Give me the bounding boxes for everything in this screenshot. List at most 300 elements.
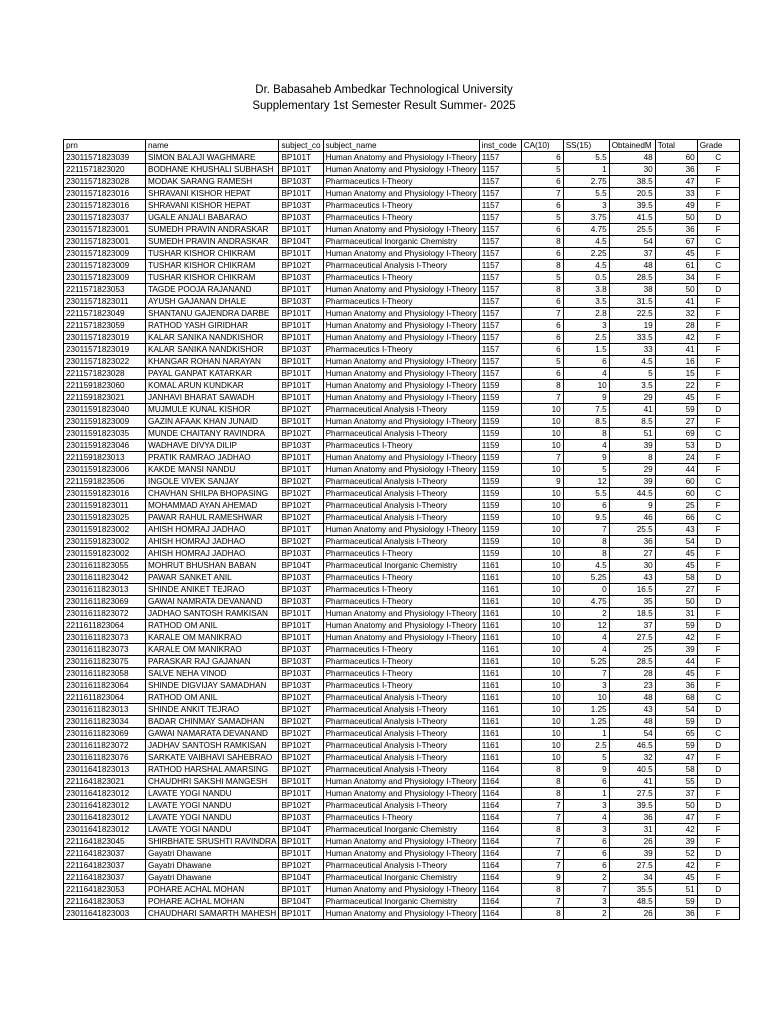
cell-prn: 2211571823020: [64, 164, 146, 176]
cell-total: 52: [655, 848, 697, 860]
cell-obtained-marks: 41: [609, 776, 655, 788]
cell-obtained-marks: 28: [609, 668, 655, 680]
cell-obtained-marks: 46: [609, 512, 655, 524]
cell-subject-name: Human Anatomy and Physiology I-Theory: [323, 284, 479, 296]
cell-subject-code: BP103T: [279, 656, 323, 668]
cell-total: 53: [655, 440, 697, 452]
cell-grade: F: [697, 548, 739, 560]
cell-subject-name: Human Anatomy and Physiology I-Theory: [323, 152, 479, 164]
cell-subject-name: Pharmaceutical Analysis I-Theory: [323, 488, 479, 500]
cell-total: 55: [655, 776, 697, 788]
cell-total: 54: [655, 704, 697, 716]
cell-grade: D: [697, 596, 739, 608]
cell-prn: 23011571823019: [64, 332, 146, 344]
cell-subject-name: Human Anatomy and Physiology I-Theory: [323, 452, 479, 464]
cell-grade: C: [697, 488, 739, 500]
cell-prn: 2211571823053: [64, 284, 146, 296]
table-row: [64, 668, 740, 680]
cell-ss: 2: [563, 908, 609, 920]
cell-ss: 2.5: [563, 740, 609, 752]
cell-subject-code: BP103T: [279, 596, 323, 608]
cell-inst-code: 1159: [479, 392, 521, 404]
cell-ss: 4: [563, 632, 609, 644]
cell-inst-code: 1157: [479, 260, 521, 272]
cell-ss: 9: [563, 452, 609, 464]
table-row: [64, 236, 740, 248]
cell-obtained-marks: 27.5: [609, 860, 655, 872]
cell-name: SHRAVANI KISHOR HEPAT: [146, 200, 279, 212]
cell-total: 24: [655, 452, 697, 464]
table-row: [64, 752, 740, 764]
cell-subject-code: BP103T: [279, 212, 323, 224]
cell-obtained-marks: 18.5: [609, 608, 655, 620]
table-row: [64, 152, 740, 164]
cell-ss: 3.5: [563, 296, 609, 308]
cell-ss: 10: [563, 380, 609, 392]
cell-subject-name: Human Anatomy and Physiology I-Theory: [323, 356, 479, 368]
cell-grade: F: [697, 272, 739, 284]
cell-total: 45: [655, 248, 697, 260]
cell-name: LAVATE YOGI NANDU: [146, 812, 279, 824]
cell-grade: F: [697, 836, 739, 848]
cell-inst-code: 1157: [479, 296, 521, 308]
cell-ss: 12: [563, 620, 609, 632]
cell-subject-code: BP103T: [279, 440, 323, 452]
cell-inst-code: 1159: [479, 536, 521, 548]
cell-prn: 23011611823069: [64, 728, 146, 740]
cell-ss: 4: [563, 368, 609, 380]
cell-subject-name: Human Anatomy and Physiology I-Theory: [323, 164, 479, 176]
cell-name: BADAR CHINMAY SAMADHAN: [146, 716, 279, 728]
cell-name: SUMEDH PRAVIN ANDRASKAR: [146, 224, 279, 236]
cell-total: 45: [655, 560, 697, 572]
cell-subject-code: BP102T: [279, 728, 323, 740]
cell-total: 28: [655, 320, 697, 332]
cell-ca: 8: [521, 236, 563, 248]
cell-subject-code: BP102T: [279, 488, 323, 500]
table-row: [64, 416, 740, 428]
cell-name: JADHAO SANTOSH RAMKISAN: [146, 608, 279, 620]
cell-subject-name: Human Anatomy and Physiology I-Theory: [323, 848, 479, 860]
cell-name: CHAUDHARI SAMARTH MAHESH: [146, 908, 279, 920]
cell-subject-name: Pharmaceutics I-Theory: [323, 644, 479, 656]
cell-subject-code: BP103T: [279, 584, 323, 596]
cell-name: Gayatri Dhawane: [146, 872, 279, 884]
cell-inst-code: 1159: [479, 488, 521, 500]
cell-total: 51: [655, 884, 697, 896]
cell-grade: D: [697, 884, 739, 896]
cell-subject-name: Pharmaceutics I-Theory: [323, 272, 479, 284]
cell-name: PRATIK RAMRAO JADHAO: [146, 452, 279, 464]
cell-subject-name: Human Anatomy and Physiology I-Theory: [323, 416, 479, 428]
cell-ss: 5.25: [563, 656, 609, 668]
cell-subject-name: Human Anatomy and Physiology I-Theory: [323, 836, 479, 848]
cell-obtained-marks: 20.5: [609, 188, 655, 200]
header-row: [64, 140, 740, 152]
table-row: [64, 452, 740, 464]
cell-ss: 2.25: [563, 248, 609, 260]
cell-subject-name: Pharmaceutics I-Theory: [323, 200, 479, 212]
cell-inst-code: 1164: [479, 824, 521, 836]
cell-ca: 10: [521, 428, 563, 440]
cell-subject-code: BP101T: [279, 224, 323, 236]
cell-prn: 23011611823055: [64, 560, 146, 572]
cell-subject-code: BP104T: [279, 560, 323, 572]
cell-grade: D: [697, 620, 739, 632]
cell-inst-code: 1157: [479, 356, 521, 368]
cell-prn: 23011591823025: [64, 512, 146, 524]
cell-total: 42: [655, 860, 697, 872]
cell-obtained-marks: 26: [609, 908, 655, 920]
cell-ca: 10: [521, 596, 563, 608]
cell-prn: 2211641823037: [64, 848, 146, 860]
cell-obtained-marks: 19: [609, 320, 655, 332]
cell-ss: 2.5: [563, 332, 609, 344]
table-row: [64, 296, 740, 308]
cell-name: UGALE ANJALI BABARAO: [146, 212, 279, 224]
cell-subject-name: Pharmaceutical Analysis I-Theory: [323, 536, 479, 548]
cell-ca: 6: [521, 176, 563, 188]
cell-subject-code: BP102T: [279, 536, 323, 548]
cell-obtained-marks: 43: [609, 572, 655, 584]
cell-ca: 8: [521, 380, 563, 392]
cell-name: Gayatri Dhawane: [146, 848, 279, 860]
table-row: [64, 608, 740, 620]
cell-name: PAYAL GANPAT KATARKAR: [146, 368, 279, 380]
table-row: [64, 848, 740, 860]
cell-name: AHISH HOMRAJ JADHAO: [146, 548, 279, 560]
cell-inst-code: 1159: [479, 440, 521, 452]
cell-prn: 2211641823053: [64, 896, 146, 908]
table-row: [64, 644, 740, 656]
cell-ca: 8: [521, 908, 563, 920]
cell-name: PAWAR RAHUL RAMESHWAR: [146, 512, 279, 524]
cell-total: 50: [655, 212, 697, 224]
cell-total: 42: [655, 332, 697, 344]
cell-subject-code: BP101T: [279, 524, 323, 536]
cell-name: MOHRUT BHUSHAN BABAN: [146, 560, 279, 572]
cell-name: TUSHAR KISHOR CHIKRAM: [146, 248, 279, 260]
cell-prn: 23011611823058: [64, 668, 146, 680]
cell-prn: 23011571823039: [64, 152, 146, 164]
cell-ss: 6: [563, 860, 609, 872]
cell-obtained-marks: 27: [609, 548, 655, 560]
cell-prn: 23011571823028: [64, 176, 146, 188]
cell-ca: 6: [521, 224, 563, 236]
cell-name: CHAUDHRI SAKSHI MANGESH: [146, 776, 279, 788]
cell-prn: 23011611823072: [64, 740, 146, 752]
cell-ss: 4: [563, 644, 609, 656]
cell-grade: D: [697, 848, 739, 860]
cell-name: SHINDE ANIKET TEJRAO: [146, 584, 279, 596]
cell-obtained-marks: 54: [609, 728, 655, 740]
cell-ss: 2.8: [563, 308, 609, 320]
cell-inst-code: 1161: [479, 644, 521, 656]
table-row: [64, 212, 740, 224]
cell-subject-code: BP101T: [279, 452, 323, 464]
cell-ca: 10: [521, 632, 563, 644]
cell-subject-code: BP101T: [279, 284, 323, 296]
cell-subject-code: BP101T: [279, 776, 323, 788]
cell-name: KHANGAR ROHAN NARAYAN: [146, 356, 279, 368]
cell-prn: 23011641823013: [64, 764, 146, 776]
cell-subject-name: Pharmaceutical Analysis I-Theory: [323, 428, 479, 440]
cell-subject-name: Pharmaceutics I-Theory: [323, 572, 479, 584]
cell-subject-name: Human Anatomy and Physiology I-Theory: [323, 608, 479, 620]
cell-inst-code: 1159: [479, 500, 521, 512]
cell-grade: F: [697, 644, 739, 656]
cell-inst-code: 1161: [479, 728, 521, 740]
cell-grade: F: [697, 368, 739, 380]
cell-grade: F: [697, 308, 739, 320]
cell-subject-name: Pharmaceutical Analysis I-Theory: [323, 476, 479, 488]
cell-grade: F: [697, 224, 739, 236]
cell-subject-code: BP102T: [279, 692, 323, 704]
cell-ca: 8: [521, 284, 563, 296]
cell-prn: 23011611823013: [64, 704, 146, 716]
table-row: [64, 536, 740, 548]
cell-ca: 8: [521, 260, 563, 272]
cell-subject-code: BP103T: [279, 548, 323, 560]
cell-total: 25: [655, 500, 697, 512]
cell-total: 16: [655, 356, 697, 368]
table-row: [64, 620, 740, 632]
cell-subject-code: BP101T: [279, 248, 323, 260]
cell-subject-code: BP101T: [279, 632, 323, 644]
cell-inst-code: 1157: [479, 308, 521, 320]
result-table-body: [64, 140, 740, 920]
cell-name: SHIRBHATE SRUSHTI RAVINDRA: [146, 836, 279, 848]
cell-subject-name: Human Anatomy and Physiology I-Theory: [323, 308, 479, 320]
cell-ss: 3: [563, 680, 609, 692]
cell-subject-name: Pharmaceutics I-Theory: [323, 596, 479, 608]
table-row: [64, 512, 740, 524]
cell-grade: F: [697, 560, 739, 572]
table-row: [64, 812, 740, 824]
cell-grade: F: [697, 824, 739, 836]
cell-ss: 7: [563, 668, 609, 680]
cell-ss: 3.75: [563, 212, 609, 224]
cell-grade: F: [697, 320, 739, 332]
cell-ss: 9.5: [563, 512, 609, 524]
cell-inst-code: 1157: [479, 236, 521, 248]
cell-ss: 9: [563, 764, 609, 776]
cell-ss: 3: [563, 896, 609, 908]
cell-subject-name: Pharmaceutical Analysis I-Theory: [323, 692, 479, 704]
cell-inst-code: 1164: [479, 800, 521, 812]
cell-prn: 23011571823016: [64, 200, 146, 212]
cell-grade: D: [697, 572, 739, 584]
cell-inst-code: 1161: [479, 656, 521, 668]
cell-grade: F: [697, 296, 739, 308]
cell-ca: 8: [521, 764, 563, 776]
table-row: [64, 860, 740, 872]
cell-ca: 7: [521, 836, 563, 848]
cell-ca: 10: [521, 728, 563, 740]
cell-ss: 1.25: [563, 716, 609, 728]
cell-subject-name: Human Anatomy and Physiology I-Theory: [323, 392, 479, 404]
cell-total: 58: [655, 764, 697, 776]
cell-ca: 10: [521, 644, 563, 656]
cell-ca: 7: [521, 848, 563, 860]
cell-inst-code: 1157: [479, 188, 521, 200]
column-header-grade: Grade: [697, 140, 739, 152]
cell-name: BODHANE KHUSHALI SUBHASH: [146, 164, 279, 176]
cell-obtained-marks: 51: [609, 428, 655, 440]
cell-prn: 2211591823060: [64, 380, 146, 392]
document-subtitle: Supplementary 1st Semester Result Summer- 2025: [252, 100, 516, 112]
cell-grade: F: [697, 908, 739, 920]
cell-total: 36: [655, 908, 697, 920]
cell-subject-code: BP101T: [279, 608, 323, 620]
cell-ss: 1: [563, 728, 609, 740]
cell-ca: 6: [521, 200, 563, 212]
cell-subject-name: Human Anatomy and Physiology I-Theory: [323, 908, 479, 920]
cell-subject-name: Pharmaceutics I-Theory: [323, 656, 479, 668]
cell-prn: 23011571823022: [64, 356, 146, 368]
cell-subject-name: Pharmaceutical Analysis I-Theory: [323, 752, 479, 764]
column-header-total: Total: [655, 140, 697, 152]
cell-grade: F: [697, 464, 739, 476]
cell-ss: 8.5: [563, 416, 609, 428]
cell-grade: F: [697, 656, 739, 668]
cell-subject-name: Pharmaceutics I-Theory: [323, 212, 479, 224]
cell-name: GAWAI NAMRATA DEVANAND: [146, 596, 279, 608]
cell-inst-code: 1157: [479, 272, 521, 284]
cell-obtained-marks: 48: [609, 716, 655, 728]
table-row: [64, 872, 740, 884]
cell-subject-name: Human Anatomy and Physiology I-Theory: [323, 224, 479, 236]
cell-name: RATHOD HARSHAL AMARSING: [146, 764, 279, 776]
table-row: [64, 716, 740, 728]
cell-total: 42: [655, 824, 697, 836]
cell-subject-code: BP104T: [279, 872, 323, 884]
cell-grade: F: [697, 344, 739, 356]
cell-prn: 2211591823013: [64, 452, 146, 464]
cell-ca: 7: [521, 896, 563, 908]
cell-inst-code: 1159: [479, 452, 521, 464]
cell-prn: 2211641823045: [64, 836, 146, 848]
cell-subject-code: BP102T: [279, 860, 323, 872]
cell-name: GAZIN AFAAK KHAN JUNAID: [146, 416, 279, 428]
cell-name: SARKATE VAIBHAVI SAHEBRAO: [146, 752, 279, 764]
cell-name: KAKDE MANSI NANDU: [146, 464, 279, 476]
cell-name: KARALE OM MANIKRAO: [146, 632, 279, 644]
cell-obtained-marks: 37: [609, 248, 655, 260]
table-row: [64, 308, 740, 320]
cell-name: GAWAI NAMARATA DEVANAND: [146, 728, 279, 740]
cell-grade: F: [697, 188, 739, 200]
cell-total: 59: [655, 896, 697, 908]
cell-prn: 23011641823003: [64, 908, 146, 920]
cell-ca: 10: [521, 416, 563, 428]
cell-total: 59: [655, 620, 697, 632]
cell-grade: C: [697, 260, 739, 272]
cell-ss: 6: [563, 848, 609, 860]
table-row: [64, 884, 740, 896]
table-row: [64, 224, 740, 236]
cell-name: MUJMULE KUNAL KISHOR: [146, 404, 279, 416]
cell-subject-name: Human Anatomy and Physiology I-Theory: [323, 188, 479, 200]
cell-prn: 23011641823012: [64, 824, 146, 836]
cell-name: KALAR SANIKA NANDKISHOR: [146, 332, 279, 344]
cell-ss: 2.75: [563, 176, 609, 188]
column-header-prn: prn: [64, 140, 146, 152]
cell-obtained-marks: 30: [609, 560, 655, 572]
cell-prn: 23011611823042: [64, 572, 146, 584]
cell-total: 59: [655, 404, 697, 416]
cell-subject-code: BP103T: [279, 200, 323, 212]
cell-ca: 10: [521, 716, 563, 728]
cell-prn: 23011611823072: [64, 608, 146, 620]
cell-prn: 2211611823064: [64, 620, 146, 632]
cell-inst-code: 1157: [479, 164, 521, 176]
cell-obtained-marks: 38: [609, 284, 655, 296]
cell-obtained-marks: 43: [609, 704, 655, 716]
cell-ss: 8: [563, 548, 609, 560]
cell-obtained-marks: 23: [609, 680, 655, 692]
cell-obtained-marks: 48: [609, 692, 655, 704]
cell-inst-code: 1159: [479, 416, 521, 428]
cell-prn: 23011591823011: [64, 500, 146, 512]
cell-prn: 2211611823064: [64, 692, 146, 704]
cell-subject-code: BP102T: [279, 428, 323, 440]
cell-subject-name: Pharmaceutics I-Theory: [323, 680, 479, 692]
cell-total: 44: [655, 656, 697, 668]
cell-name: KOMAL ARUN KUNDKAR: [146, 380, 279, 392]
cell-subject-code: BP102T: [279, 404, 323, 416]
cell-ss: 10: [563, 692, 609, 704]
cell-ca: 9: [521, 872, 563, 884]
table-row: [64, 380, 740, 392]
cell-prn: 23011591823040: [64, 404, 146, 416]
cell-name: POHARE ACHAL MOHAN: [146, 896, 279, 908]
cell-subject-code: BP102T: [279, 476, 323, 488]
cell-name: CHAVHAN SHILPA BHOPASING: [146, 488, 279, 500]
cell-ca: 10: [521, 488, 563, 500]
cell-ca: 7: [521, 188, 563, 200]
cell-subject-code: BP101T: [279, 620, 323, 632]
cell-inst-code: 1164: [479, 788, 521, 800]
cell-prn: 23011611823076: [64, 752, 146, 764]
cell-ca: 8: [521, 884, 563, 896]
cell-subject-code: BP101T: [279, 392, 323, 404]
cell-inst-code: 1164: [479, 860, 521, 872]
cell-inst-code: 1157: [479, 248, 521, 260]
cell-ca: 10: [521, 536, 563, 548]
cell-grade: F: [697, 860, 739, 872]
cell-name: SHANTANU GAJENDRA DARBE: [146, 308, 279, 320]
table-row: [64, 428, 740, 440]
cell-prn: 23011611823073: [64, 632, 146, 644]
cell-ss: 1: [563, 788, 609, 800]
cell-total: 42: [655, 632, 697, 644]
table-row: [64, 272, 740, 284]
cell-ss: 2: [563, 608, 609, 620]
cell-obtained-marks: 4.5: [609, 356, 655, 368]
cell-obtained-marks: 29: [609, 464, 655, 476]
cell-prn: 23011641823012: [64, 812, 146, 824]
cell-ss: 6: [563, 776, 609, 788]
cell-grade: F: [697, 872, 739, 884]
cell-inst-code: 1157: [479, 212, 521, 224]
cell-inst-code: 1164: [479, 908, 521, 920]
cell-obtained-marks: 28.5: [609, 656, 655, 668]
cell-name: JANHAVI BHARAT SAWADH: [146, 392, 279, 404]
cell-prn: 2211641823037: [64, 860, 146, 872]
cell-subject-name: Pharmaceutics I-Theory: [323, 584, 479, 596]
cell-ss: 4.5: [563, 236, 609, 248]
